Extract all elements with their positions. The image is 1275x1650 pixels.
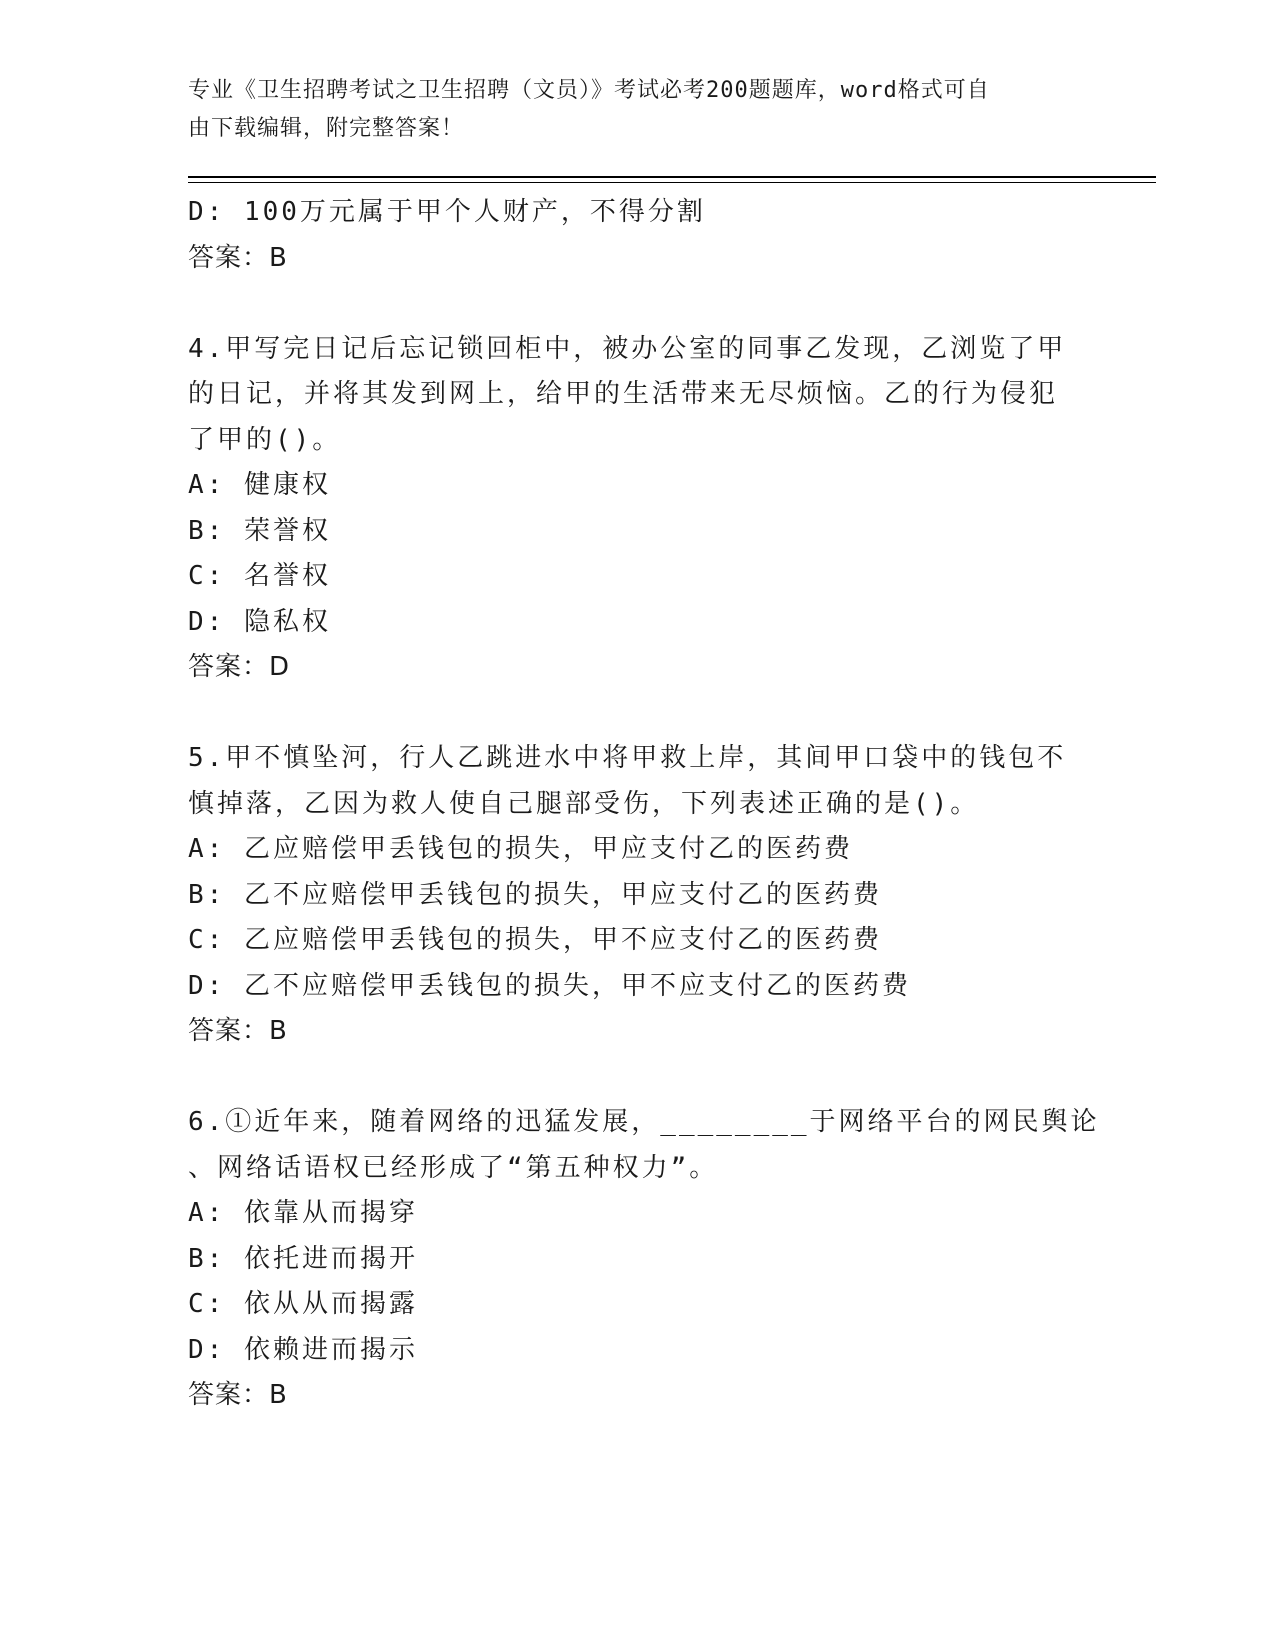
question-6 (188, 1100, 1100, 1419)
question-6-option-c: C: 依从从而揭露 (188, 1289, 418, 1319)
question-6-line-2: 、网络话语权已经形成了“第五种权力”。 (188, 1152, 719, 1183)
question-5-option-a: A: 乙应赔偿甲丢钱包的损失，甲应支付乙的医药费 (188, 834, 853, 864)
question-4-line-3: 了甲的()。 (188, 424, 342, 455)
header-rule-thin (188, 182, 1156, 183)
question-5-option-d: D: 乙不应赔偿甲丢钱包的损失，甲不应支付乙的医药费 (188, 970, 911, 1001)
question-4-line-2: 的日记，并将其发到网上，给甲的生活带来无尽烦恼。乙的行为侵犯 (188, 379, 1059, 409)
spacer (188, 691, 1068, 737)
spacer (188, 1055, 1068, 1101)
question-5-option-b: B: 乙不应赔偿甲丢钱包的损失，甲应支付乙的医药费 (188, 879, 882, 910)
question-5 (188, 736, 1068, 1055)
question-4-option-d: D: 隐私权 (188, 606, 331, 637)
document-header (188, 72, 1068, 148)
question-4-answer: 答案：D (188, 652, 291, 682)
question-4 (188, 327, 1068, 691)
question-4-option-c: C: 名誉权 (188, 561, 331, 591)
prev-answer: 答案：B (188, 242, 288, 273)
question-6-option-d: D: 依赖进而揭示 (188, 1334, 418, 1365)
question-4-option-b: B: 荣誉权 (188, 515, 331, 546)
header-line-1: 专业《卫生招聘考试之卫生招聘（文员）》考试必考200题题库，word格式可自 (188, 78, 990, 103)
document-body (188, 190, 1100, 1419)
question-4-option-a: A: 健康权 (188, 470, 331, 500)
spacer (188, 281, 1068, 327)
question-5-line-1: 5.甲不慎坠河，行人乙跳进水中将甲救上岸，其间甲口袋中的钱包不 (188, 743, 1067, 773)
question-5-answer: 答案：B (188, 1016, 288, 1046)
header-rule-thick (188, 176, 1156, 178)
header-line-2: 由下载编辑，附完整答案！ (188, 116, 465, 141)
question-6-option-a: A: 依靠从而揭穿 (188, 1198, 418, 1228)
prev-option-d: D: 100万元属于甲个人财产，不得分割 (188, 197, 706, 227)
question-5-line-2: 慎掉落，乙因为救人使自己腿部受伤，下列表述正确的是()。 (188, 788, 980, 819)
question-6-line-1: 6.①近年来，随着网络的迅猛发展，________于网络平台的网民舆论 (188, 1107, 1100, 1137)
question-5-option-c: C: 乙应赔偿甲丢钱包的损失，甲不应支付乙的医药费 (188, 925, 882, 955)
question-6-answer: 答案：B (188, 1380, 288, 1410)
question-6-option-b: B: 依托进而揭开 (188, 1243, 418, 1274)
question-4-line-1: 4.甲写完日记后忘记锁回柜中，被办公室的同事乙发现，乙浏览了甲 (188, 333, 1067, 364)
